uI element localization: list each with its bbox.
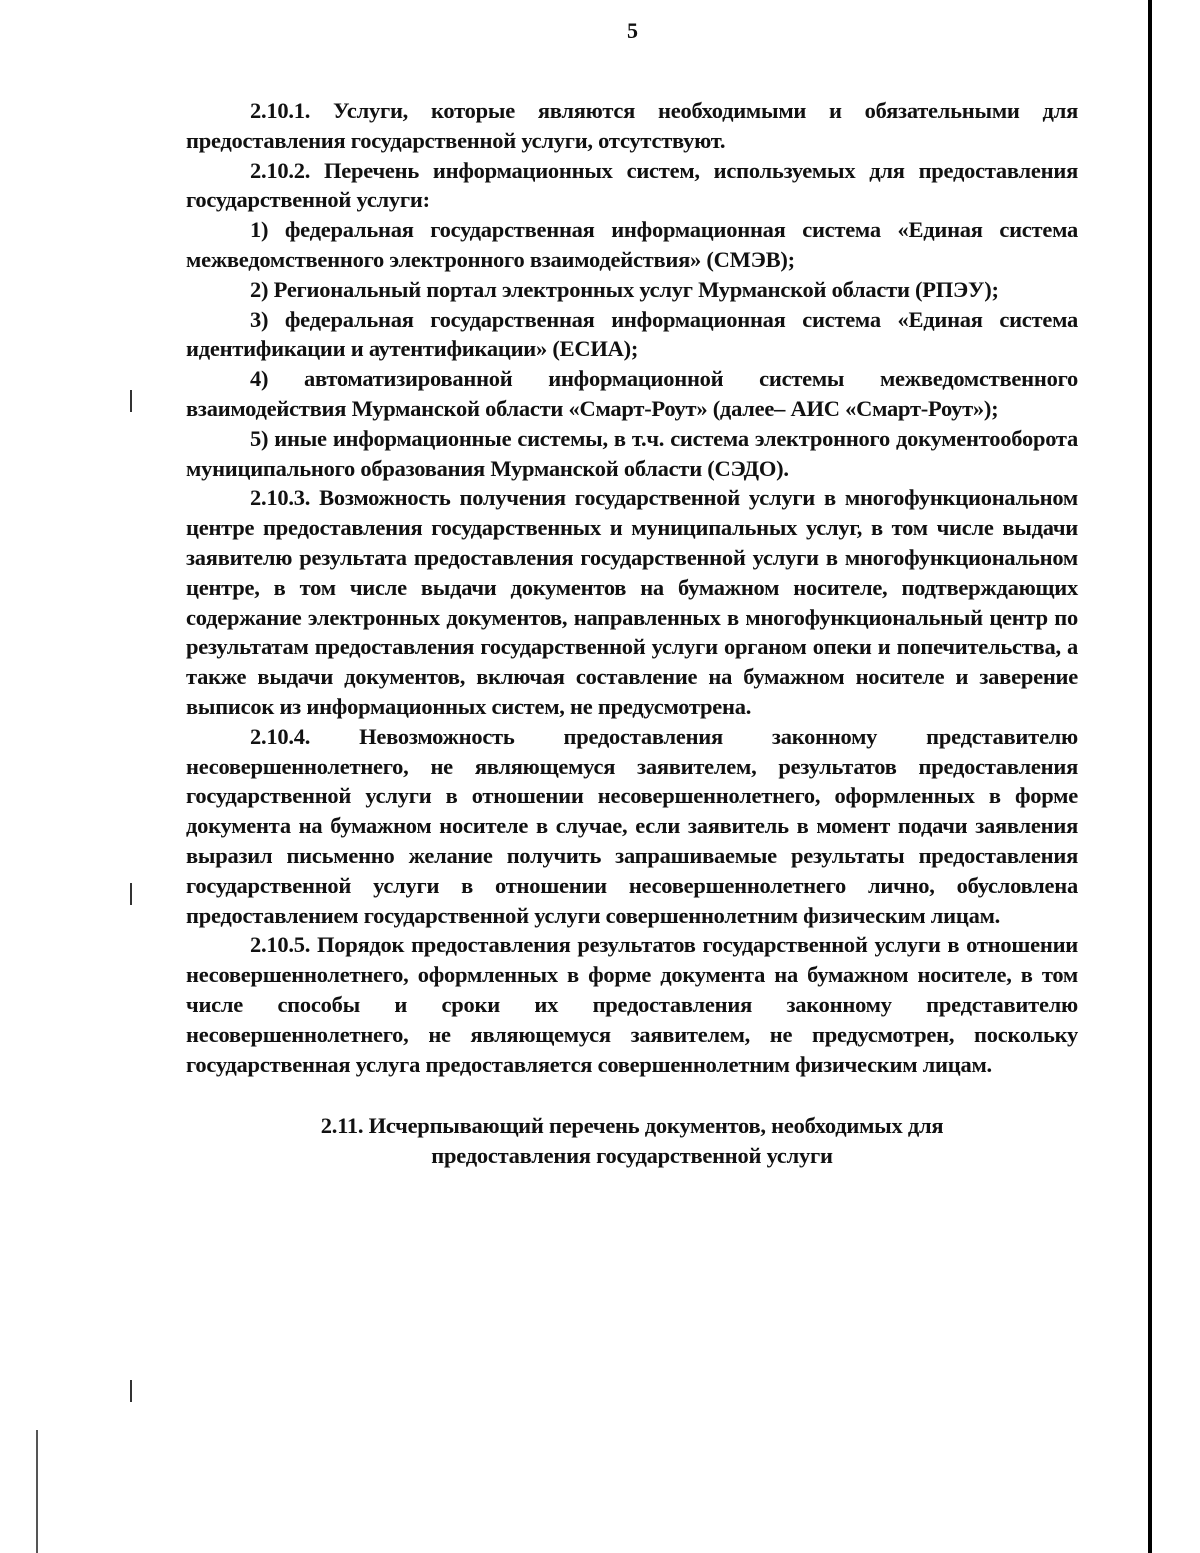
scan-edge-line <box>36 1430 38 1553</box>
paragraph-2-10-3: 2.10.3. Возможность получения государственной услуги в многофункциональном центре предоставления государственных и муниципальных услуг, в том числе выдачи заявителю результата предоставления государственной услуги в многофункциональном центре, в том числе выдачи документов на бумажном носителе, подтверждающих содержание электронных документов, направленных в многофункциональный центр по результатам предоставления государственной услуги органом опеки и попечительства, а также выдачи документов, включая составление на бумажном носителе и заверение выписок из информационных систем, не предусмотрена. <box>186 485 1078 719</box>
paragraph-2-10-5: 2.10.5. Порядок предоставления результатов государственной услуги в отношении несовершеннолетнего, оформленных в форме документа на бумажном носителе, в том числе способы и сроки их предоставления законному представителю несовершеннолетнего, не являющемуся заявителем, не предусмотрен, поскольку государственная услуга предоставляется совершеннолетним физическим лицам. <box>186 932 1078 1077</box>
list-item-3: 3) федеральная государственная информационная система «Единая система идентификации и аутентификации» (ЕСИА); <box>186 306 1078 362</box>
list-item-1: 1) федеральная государственная информационная система «Единая система межведомственного электронного взаимодействия» (СМЭВ); <box>186 217 1078 272</box>
section-heading-2-11 <box>186 1111 1078 1171</box>
document-body <box>186 96 1078 1171</box>
paragraph-2-10-2: 2.10.2. Перечень информационных систем, используемых для предоставления государственной услуги: <box>186 157 1078 213</box>
scan-edge-bar <box>1148 0 1152 1553</box>
paragraph-2-10-1: 2.10.1. Услуги, которые являются необходимыми и обязательными для предоставления государственной услуги, отсутствуют. <box>186 98 1078 153</box>
list-item-5: 5) иные информационные системы, в т.ч. система электронного документооборота муниципального образования Мурманской области (СЭДО). <box>186 425 1078 481</box>
margin-mark <box>130 883 132 905</box>
paragraph-2-10-4: 2.10.4. Невозможность предоставления законному представителю несовершеннолетнего, не являющемуся заявителем, результатов предоставления государственной услуги в отношении несовершеннолетнего, оформленных в форме документа на бумажном носителе в случае, если заявитель в момент подачи заявления выразил письменно желание получить запрашиваемые результаты предоставления государственной услуги в отношении несовершеннолетнего лично, обусловлена предоставлением государственной услуги совершеннолетним физическим лицам. <box>186 723 1078 928</box>
margin-mark <box>130 1380 132 1402</box>
margin-mark <box>130 390 132 412</box>
list-item-4: 4) автоматизированной информационной системы межведомственного взаимодействия Мурманской области «Смарт-Роут» (далее– АИС «Смарт-Роут»); <box>186 366 1078 421</box>
list-item-2: 2) Региональный портал электронных услуг Мурманской области (РПЭУ); <box>250 276 999 302</box>
section-heading-line-2: предоставления государственной услуги <box>431 1143 833 1169</box>
section-heading-line-1: 2.11. Исчерпывающий перечень документов, необходимых для <box>320 1113 944 1139</box>
page-number: 5 <box>627 18 638 43</box>
